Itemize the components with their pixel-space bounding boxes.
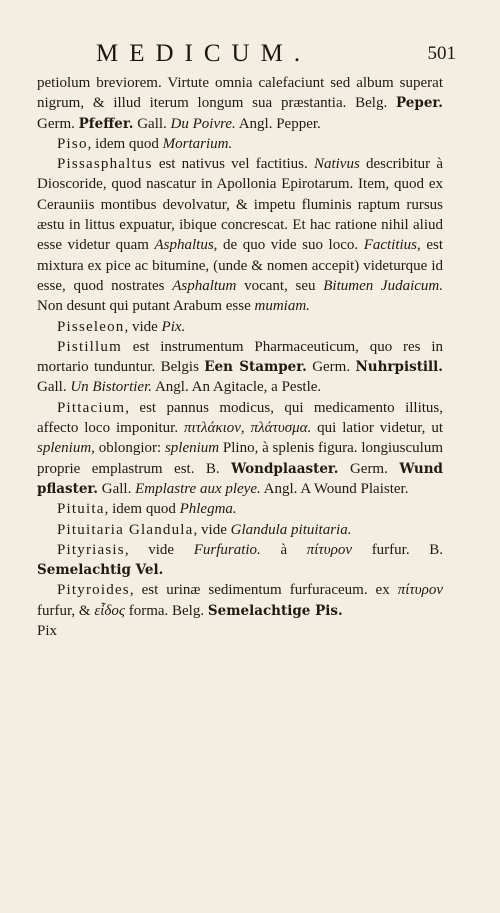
entry-pissasphaltus: Pissasphaltus est nativus vel factitius. Nativus describitur à Dioscoride, quod nascatur in Apollonia Epirotarum. Item, quod ex Cerauniis montibus devolvatur, & impetu fluminis raptum rursus æstu in littus expuatur, ibique concrescat. Et hac ratione nihil aliud esse videtur quam Asphaltus, de quo vide suo loco. Factitius, est mixtura ex pice ac bitumine, (unde & nomen accepit) videturque id esse, quod nostrates Asphaltum vocant, seu Bitumen Judaicum. Non desunt qui putant Arabum esse mumiam. [37,156,443,315]
headword: Pituitaria Glandula [57,521,194,538]
entry-pittacium: Pittacium, est pannus modicus, qui medicamento illitus, affecto loco imponitur. πιτλάκιον, πλάτυσμα. qui latior videtur, ut splenium, oblongior: splenium Plino, à splenis figura. longiusculum proprie emplastrum est. B. Wondplaaster. Germ. Wund pflaster. Gall. Emplastre aux pleye. Angl. A Wound Plaister. [37,399,443,497]
headword: Pityroides [57,582,130,599]
page-number: 501 [427,43,456,64]
page-header [0,40,500,74]
headword: Pityriasis [57,541,125,558]
entry-pituitaria-glandula: Pituitaria Glandula, vide Glandula pituitaria. [57,521,352,538]
entry-pityroides: Pityroides, est urinæ sedimentum furfuraceum. ex πίτυρον furfur, & εἶδος forma. Belg. Semelachtige Pis. [37,582,443,619]
entry-piso: Piso, idem quod Mortarium. [57,135,233,152]
entry-pityriasis: Pityriasis, vide Furfuratio. à πίτυρον furfur. B. Semelachtig Vel. [37,541,443,579]
headword: Pisseleon [57,318,125,335]
catchword: Pix [37,623,58,640]
dictionary-text [37,73,443,641]
entry-pituita: Pituita, idem quod Phlegma. [57,501,237,518]
headword: Pituita [57,501,105,518]
entry-pisseleon: Pisseleon, vide Pix. [57,318,186,335]
headword: Pissasphaltus [57,156,153,173]
headword: Pittacium [57,399,126,416]
entry-pistillum: Pistillum est instrumentum Pharmaceuticum, quo res in mortario tunduntur. Belgis Een Stamper. Germ. Nuhrpistill. Gall. Un Bistortier. Angl. An Agitacle, a Pestle. [37,338,444,396]
running-head: MEDICUM. [96,40,312,67]
headword: Pistillum [57,338,122,355]
headword: Piso [57,135,88,152]
entry-piper-continued: petiolum breviorem. Virtute omnia calefaciunt sed album superat nigrum, & illud iterum longum sua præstantia. Belg. Peper. Germ. Pfeffer. Gall. Du Poivre. Angl. Pepper. [37,75,443,132]
